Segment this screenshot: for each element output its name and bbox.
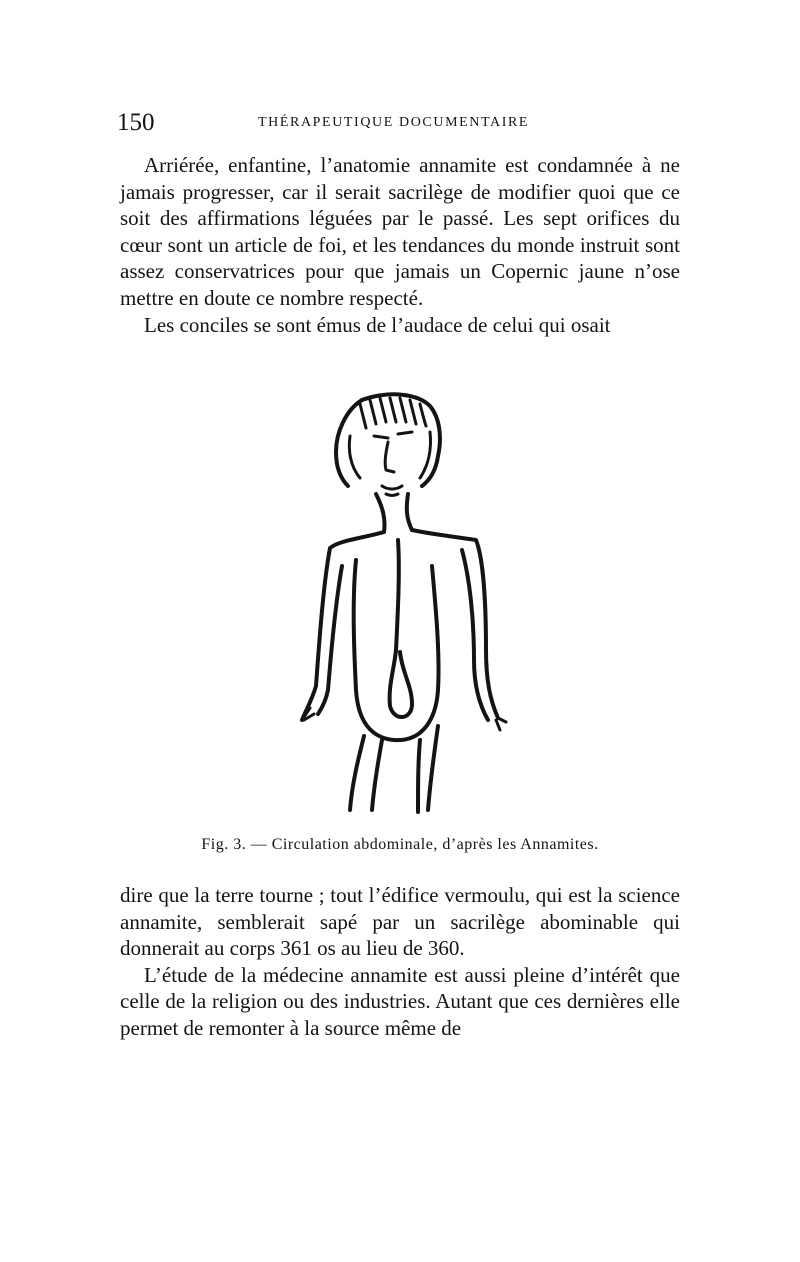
paragraph: L’étude de la médecine annamite est aussi pleine d’intérêt que celle de la religion ou des industries. Autant que ces dernières elle permet de remonter à la source même de [120,962,680,1040]
paragraph: Arriérée, enfantine, l’anatomie annamite est condamnée à ne jamais progresser, car il serait sacrilège de modifier quoi que ce soit des affirmations léguées par le passé. Les sept orifices du cœur sont un article de foi, et les tendances du monde instruit sont assez conservatrices pour que jamais un Copernic jaune n’ose mettre en doute ce nombre respecté. [120,153,680,310]
text-block-bottom [120,882,680,1042]
paragraph: Les conciles se sont émus de l’audace de celui qui osait [144,312,611,337]
page-number: 150 [117,109,155,136]
anatomy-figure-illustration [290,390,515,822]
figure-caption: Fig. 3. — Circulation abdominale, d’après les Annamites. [201,836,599,853]
text-block-top [120,152,680,338]
figure-anatomy-drawing [290,390,515,822]
page-header [117,108,684,138]
paragraph: dire que la terre tourne ; tout l’édifice vermoulu, qui est la science annamite, semblerait sapé par un sacrilège abominable qui donnerait au corps 361 os au lieu de 360. [120,883,680,961]
running-title: THÉRAPEUTIQUE DOCUMENTAIRE [258,115,530,130]
